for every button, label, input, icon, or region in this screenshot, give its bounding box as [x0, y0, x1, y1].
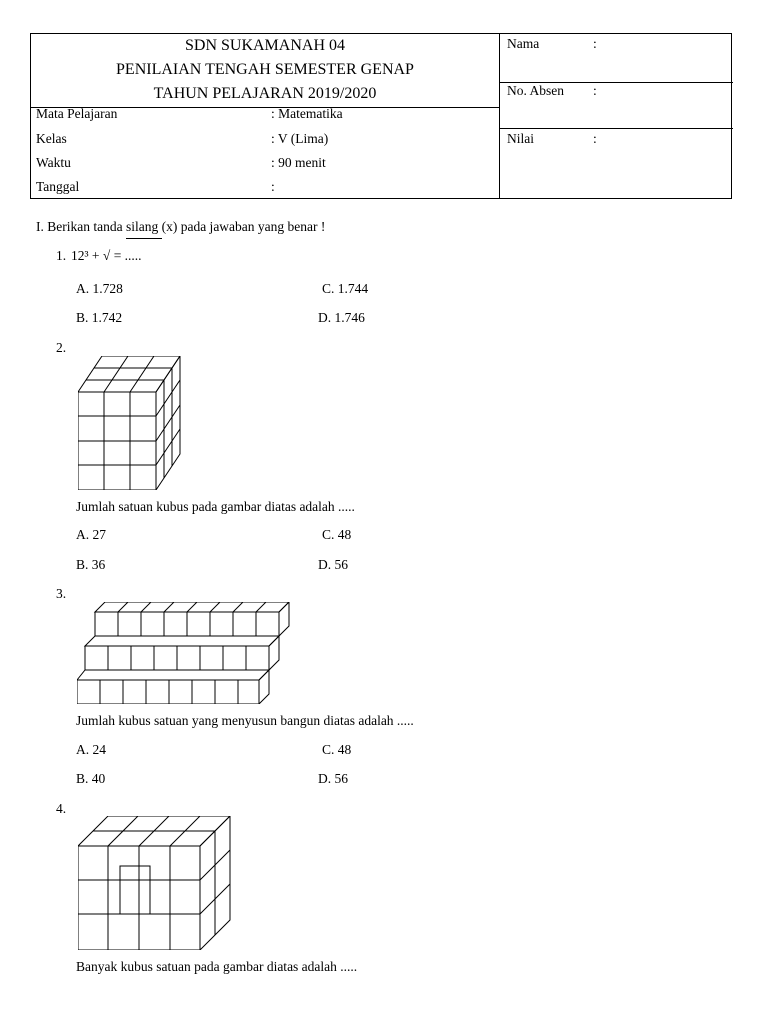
q3-number: 3.	[56, 586, 67, 601]
date-label: Tanggal	[36, 179, 80, 194]
q4-text: Banyak kubus satuan pada gambar diatas adalah .....	[76, 959, 358, 974]
absen-label: No. Absen	[507, 83, 564, 98]
q2-number: 2.	[56, 340, 67, 355]
exam-title: PENILAIAN TENGAH SEMESTER GENAP	[116, 61, 414, 78]
score-label: Nilai	[507, 131, 534, 146]
header-divider	[499, 34, 500, 198]
q2-option-b[interactable]: B. 36	[76, 557, 106, 572]
q3-option-a[interactable]: A. 24	[76, 742, 106, 757]
q3-option-b[interactable]: B. 40	[76, 771, 106, 786]
q3-option-d[interactable]: D. 56	[318, 771, 348, 786]
q2-text: Jumlah satuan kubus pada gambar diatas adalah .....	[76, 499, 355, 514]
header-box	[30, 33, 732, 199]
q3-text: Jumlah kubus satuan yang menyusun bangun diatas adalah .....	[76, 713, 414, 728]
q1-option-d[interactable]: D. 1.746	[318, 310, 365, 325]
date-value: :	[271, 179, 275, 194]
q1-number: 1.	[56, 248, 67, 263]
q3-stair-figure	[77, 602, 292, 704]
absen-colon: :	[593, 83, 597, 98]
class-value: : V (Lima)	[271, 131, 329, 146]
side-rule-2	[499, 128, 733, 129]
q2-option-a[interactable]: A. 27	[76, 527, 106, 542]
sqrt-overline	[126, 238, 162, 239]
q2-option-c[interactable]: C. 48	[322, 527, 352, 542]
q4-cube-figure	[78, 816, 234, 950]
q3-option-c[interactable]: C. 48	[322, 742, 352, 757]
instruction-text: I. Berikan tanda silang (x) pada jawaban yang benar !	[36, 219, 326, 234]
score-colon: :	[593, 131, 597, 146]
school-year: TAHUN PELAJARAN 2019/2020	[153, 85, 377, 102]
name-label: Nama	[507, 36, 540, 51]
q1-option-b[interactable]: B. 1.742	[76, 310, 123, 325]
q1-option-a[interactable]: A. 1.728	[76, 281, 123, 296]
q4-number: 4.	[56, 801, 67, 816]
subject-label: Mata Pelajaran	[36, 106, 118, 121]
q1-option-c[interactable]: C. 1.744	[322, 281, 369, 296]
subject-value: : Matematika	[271, 106, 343, 121]
school-name: SDN SUKAMANAH 04	[184, 37, 345, 54]
time-label: Waktu	[36, 155, 71, 170]
name-colon: :	[593, 36, 597, 51]
time-value: : 90 menit	[271, 155, 326, 170]
q2-cube-figure	[78, 356, 188, 490]
q2-option-d[interactable]: D. 56	[318, 557, 348, 572]
class-label: Kelas	[36, 131, 67, 146]
q1-text: 12³ + √ = .....	[71, 248, 142, 263]
